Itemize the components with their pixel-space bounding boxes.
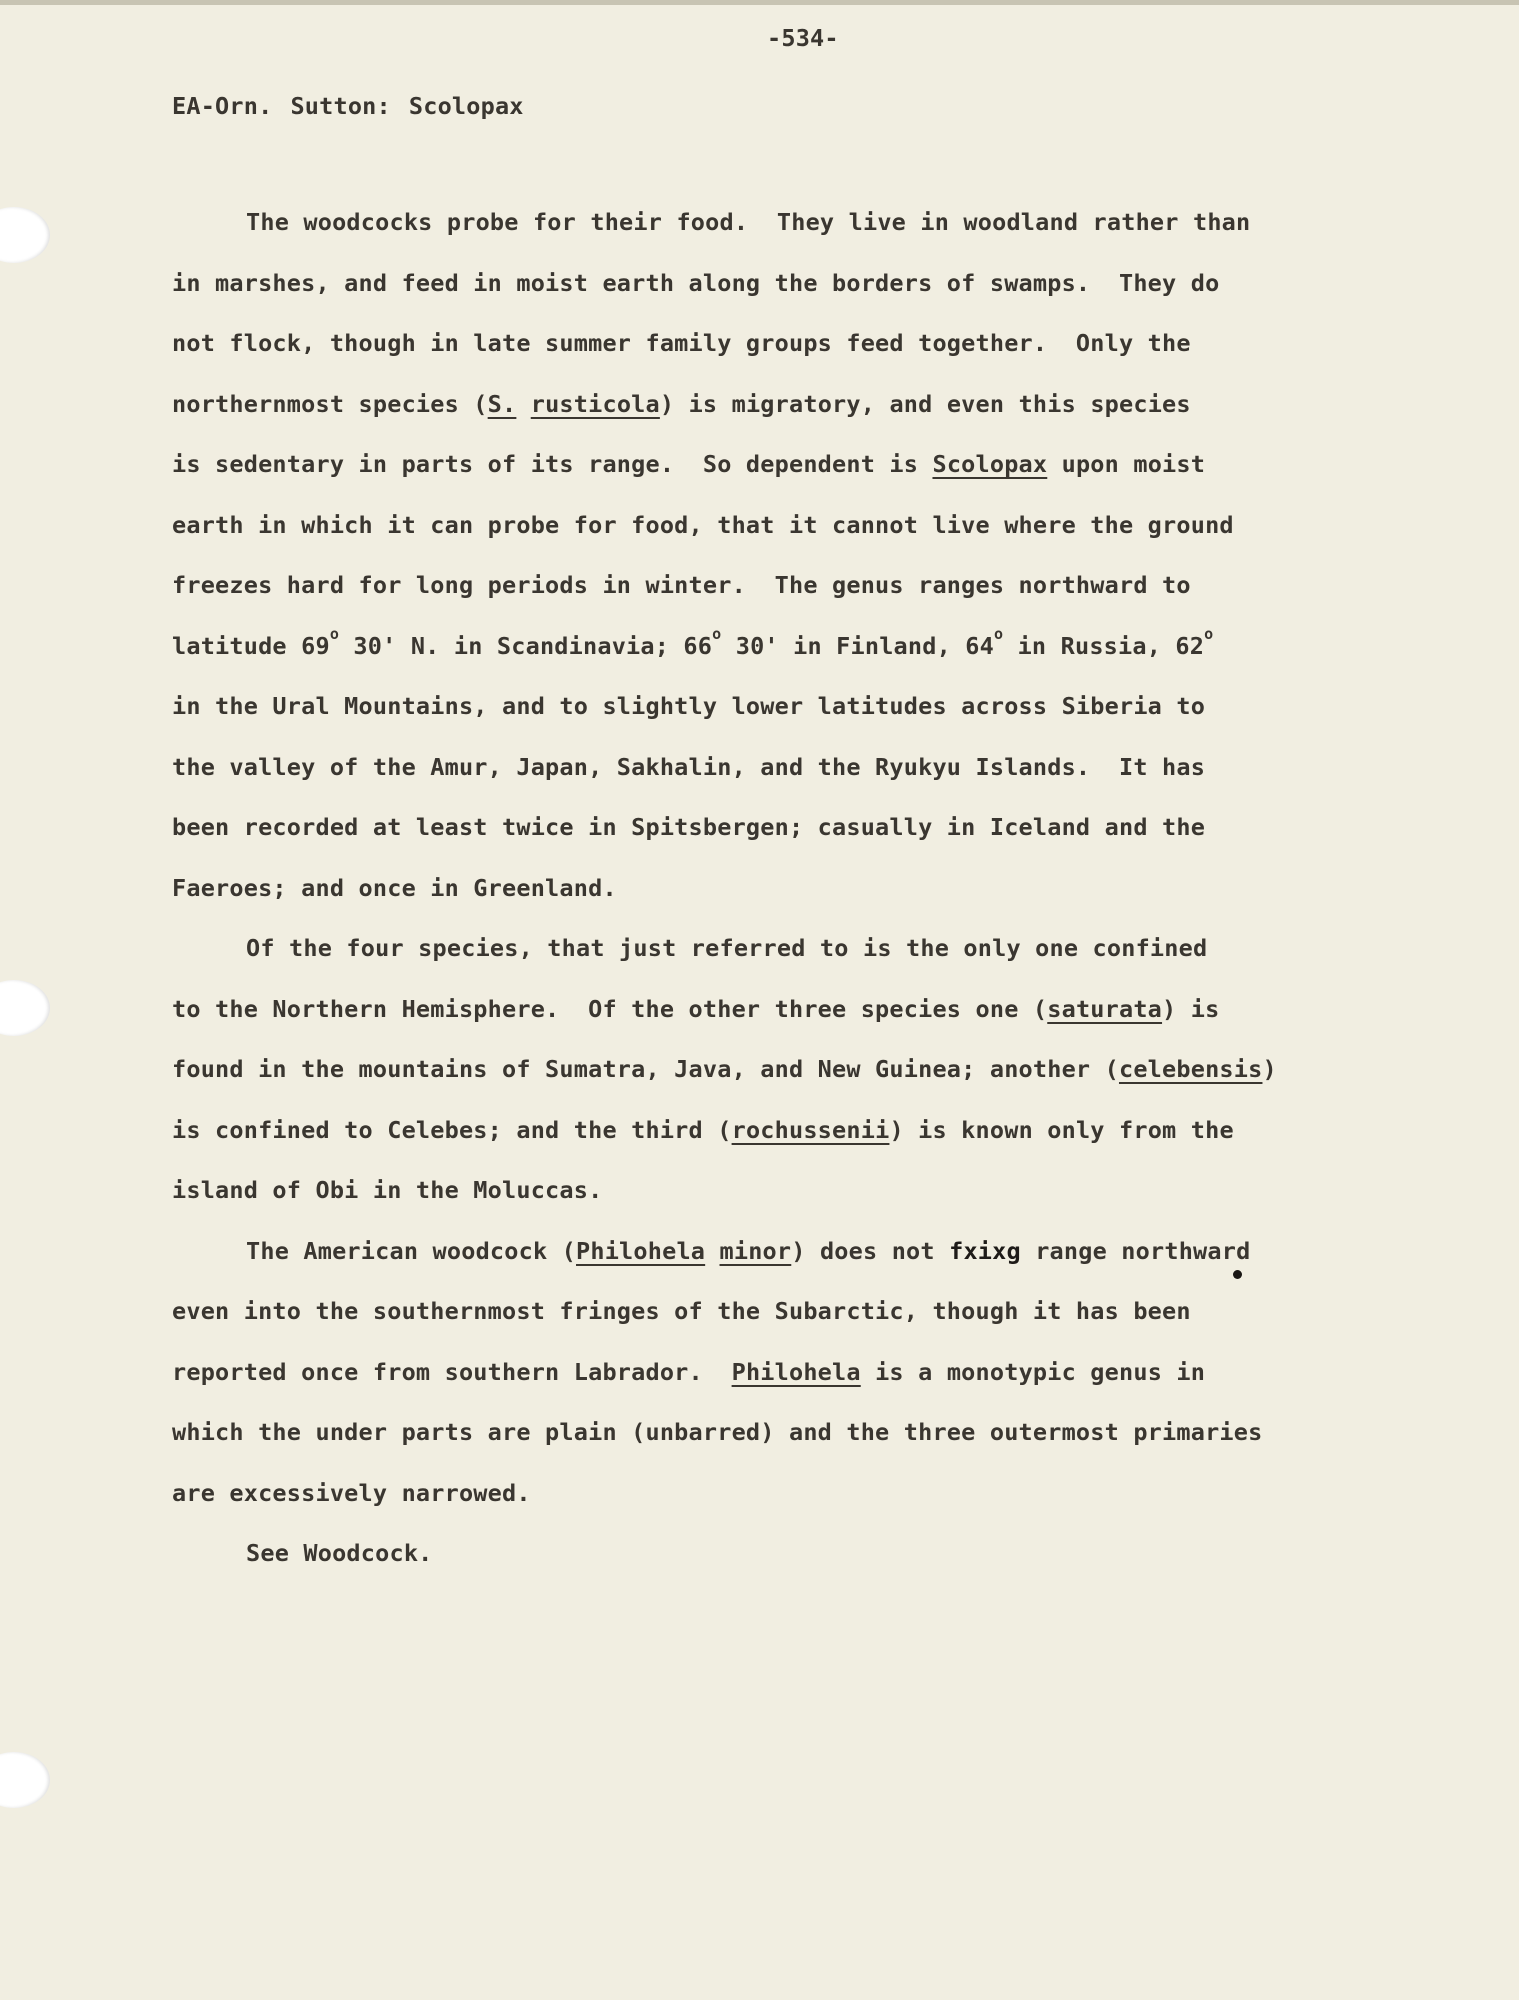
text-line: The American woodcock (Philohela minor) does not fxixg range northward [246,1236,1251,1265]
text-line: is confined to Celebes; and the third (rochussenii) is known only from the [172,1115,1234,1144]
degree-mark: o [1204,624,1214,643]
punch-hole-middle [0,980,50,1036]
punch-hole-bottom [0,1752,50,1808]
page-number: -534- [767,24,839,52]
text-line: Of the four species, that just referred to is the only one confined [246,934,1208,962]
text-line: in the Ural Mountains, and to slightly lower latitudes across Siberia to [172,692,1206,720]
text-line: The woodcocks probe for their food. They live in woodland rather than [246,208,1251,236]
ink-dot-mark [1233,1270,1242,1279]
text-line: been recorded at least twice in Spitsbergen; casually in Iceland and the [172,813,1206,841]
text-line: in marshes, and feed in moist earth along the borders of swamps. They do [172,268,1220,297]
text-line: which the under parts are plain (unbarred) and the three outermost primaries [172,1418,1263,1446]
species-name: minor [719,1236,792,1265]
body-text [172,202,1342,1594]
text-line: latitude 69$^o$ 30' N. in Scandinavia; 66$^o$ 30' in Finland, 64$^o$ in Russia, 62$^o$ [172,624,1214,660]
text-line: reported once from southern Labrador. Philohela is a monotypic genus in [172,1357,1206,1386]
text-line: freezes hard for long periods in winter. The genus ranges northward to [172,571,1191,599]
header-code: EA-Orn. [172,92,273,120]
text-line: earth in which it can probe for food, that it cannot live where the ground [172,510,1234,539]
punch-hole-top [0,207,50,263]
text-line: found in the mountains of Sumatra, Java, and New Guinea; another (celebensis) [172,1055,1277,1083]
text-line: is sedentary in parts of its range. So dependent is Scolopax upon moist [172,450,1206,478]
text-line: island of Obi in the Moluccas. [172,1176,603,1204]
text-line: to the Northern Hemisphere. Of the other three species one (saturata) is [172,994,1220,1023]
text-line: northernmost species (S. rusticola) is migratory, and even this species [172,389,1191,418]
degree-mark: o [329,624,340,643]
species-name: rusticola [530,389,660,418]
text-line: Faeroes; and once in Greenland. [172,873,617,902]
struck-out-word: fxixg [949,1236,1021,1265]
genus-name: Philohela [576,1236,706,1265]
degree-mark: o [994,624,1004,643]
degree-mark: o [712,624,722,643]
species-name: saturata [1047,994,1163,1023]
text-line: the valley of the Amur, Japan, Sakhalin, and the Ryukyu Islands. It has [172,752,1206,781]
species-name: celebensis [1118,1055,1263,1083]
text-line: See Woodcock. [246,1539,433,1567]
genus-initial: S. [487,389,517,418]
header-subject: Scolopax [408,92,524,120]
text-line: even into the southernmost fringes of the Subarctic, though it has been [172,1297,1191,1325]
header-author: Sutton: [290,92,391,120]
text-line: are excessively narrowed. [172,1478,531,1507]
species-name: rochussenii [731,1115,890,1144]
document-header [172,92,524,120]
genus-name: Scolopax [932,450,1048,478]
text-line: not flock, though in late summer family groups feed together. Only the [172,329,1191,357]
genus-name: Philohela [731,1357,861,1386]
